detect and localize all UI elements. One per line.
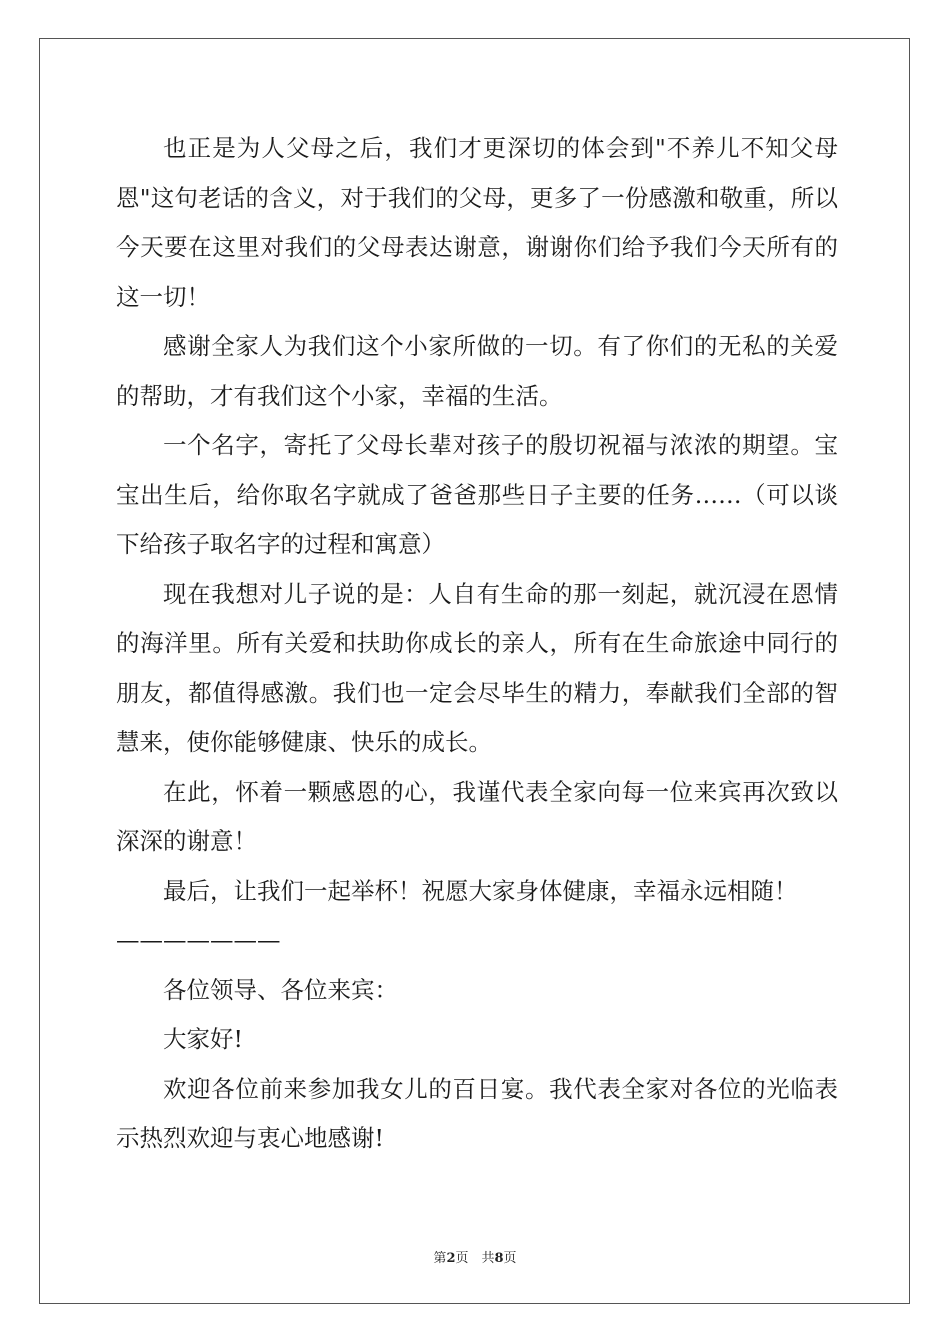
paragraph: 一个名字，寄托了父母长辈对孩子的殷切祝福与浓浓的期望。宝宝出生后，给你取名字就成了爸爸那些日子主要的任务……（可以谈下给孩子取名字的过程和寓意） <box>116 431 838 558</box>
footer-prefix: 第 <box>433 1251 447 1266</box>
footer-suffix: 页 <box>503 1251 517 1266</box>
paragraph: 也正是为人父母之后，我们才更深切的体会到"不养儿不知父母恩"这句老话的含义，对于我们的父母，更多了一份感激和敬重，所以今天要在这里对我们的父母表达谢意，谢谢你们给予我们今天所有的这一切！ <box>116 134 838 311</box>
total-pages-number: 8 <box>494 1251 504 1266</box>
paragraph: 在此，怀着一颗感恩的心，我谨代表全家向每一位来宾再次致以深深的谢意！ <box>116 777 838 855</box>
footer-middle: 页 共 <box>455 1251 495 1266</box>
paragraph: 现在我想对儿子说的是：人自有生命的那一刻起，就沉浸在恩情的海洋里。所有关爱和扶助你成长的亲人，所有在生命旅途中同行的朋友，都值得感激。我们也一定会尽毕生的精力，奉献我们全部的智慧来，使你能够健康、快乐的成长。 <box>116 579 838 756</box>
greeting: 大家好! <box>163 1025 243 1053</box>
section-separator: ——————— <box>116 926 281 954</box>
document-body <box>116 124 838 1164</box>
paragraph: 最后，让我们一起举杯！祝愿大家身体健康，幸福永远相随！ <box>163 876 798 905</box>
current-page-number: 2 <box>446 1251 456 1266</box>
page-footer <box>0 1247 950 1266</box>
salutation: 各位领导、各位来宾： <box>163 975 398 1004</box>
paragraph: 感谢全家人为我们这个小家所做的一切。有了你们的无私的关爱的帮助，才有我们这个小家，幸福的生活。 <box>116 332 838 410</box>
paragraph: 欢迎各位前来参加我女儿的百日宴。我代表全家对各位的光临表示热烈欢迎与衷心地感谢! <box>116 1074 838 1152</box>
